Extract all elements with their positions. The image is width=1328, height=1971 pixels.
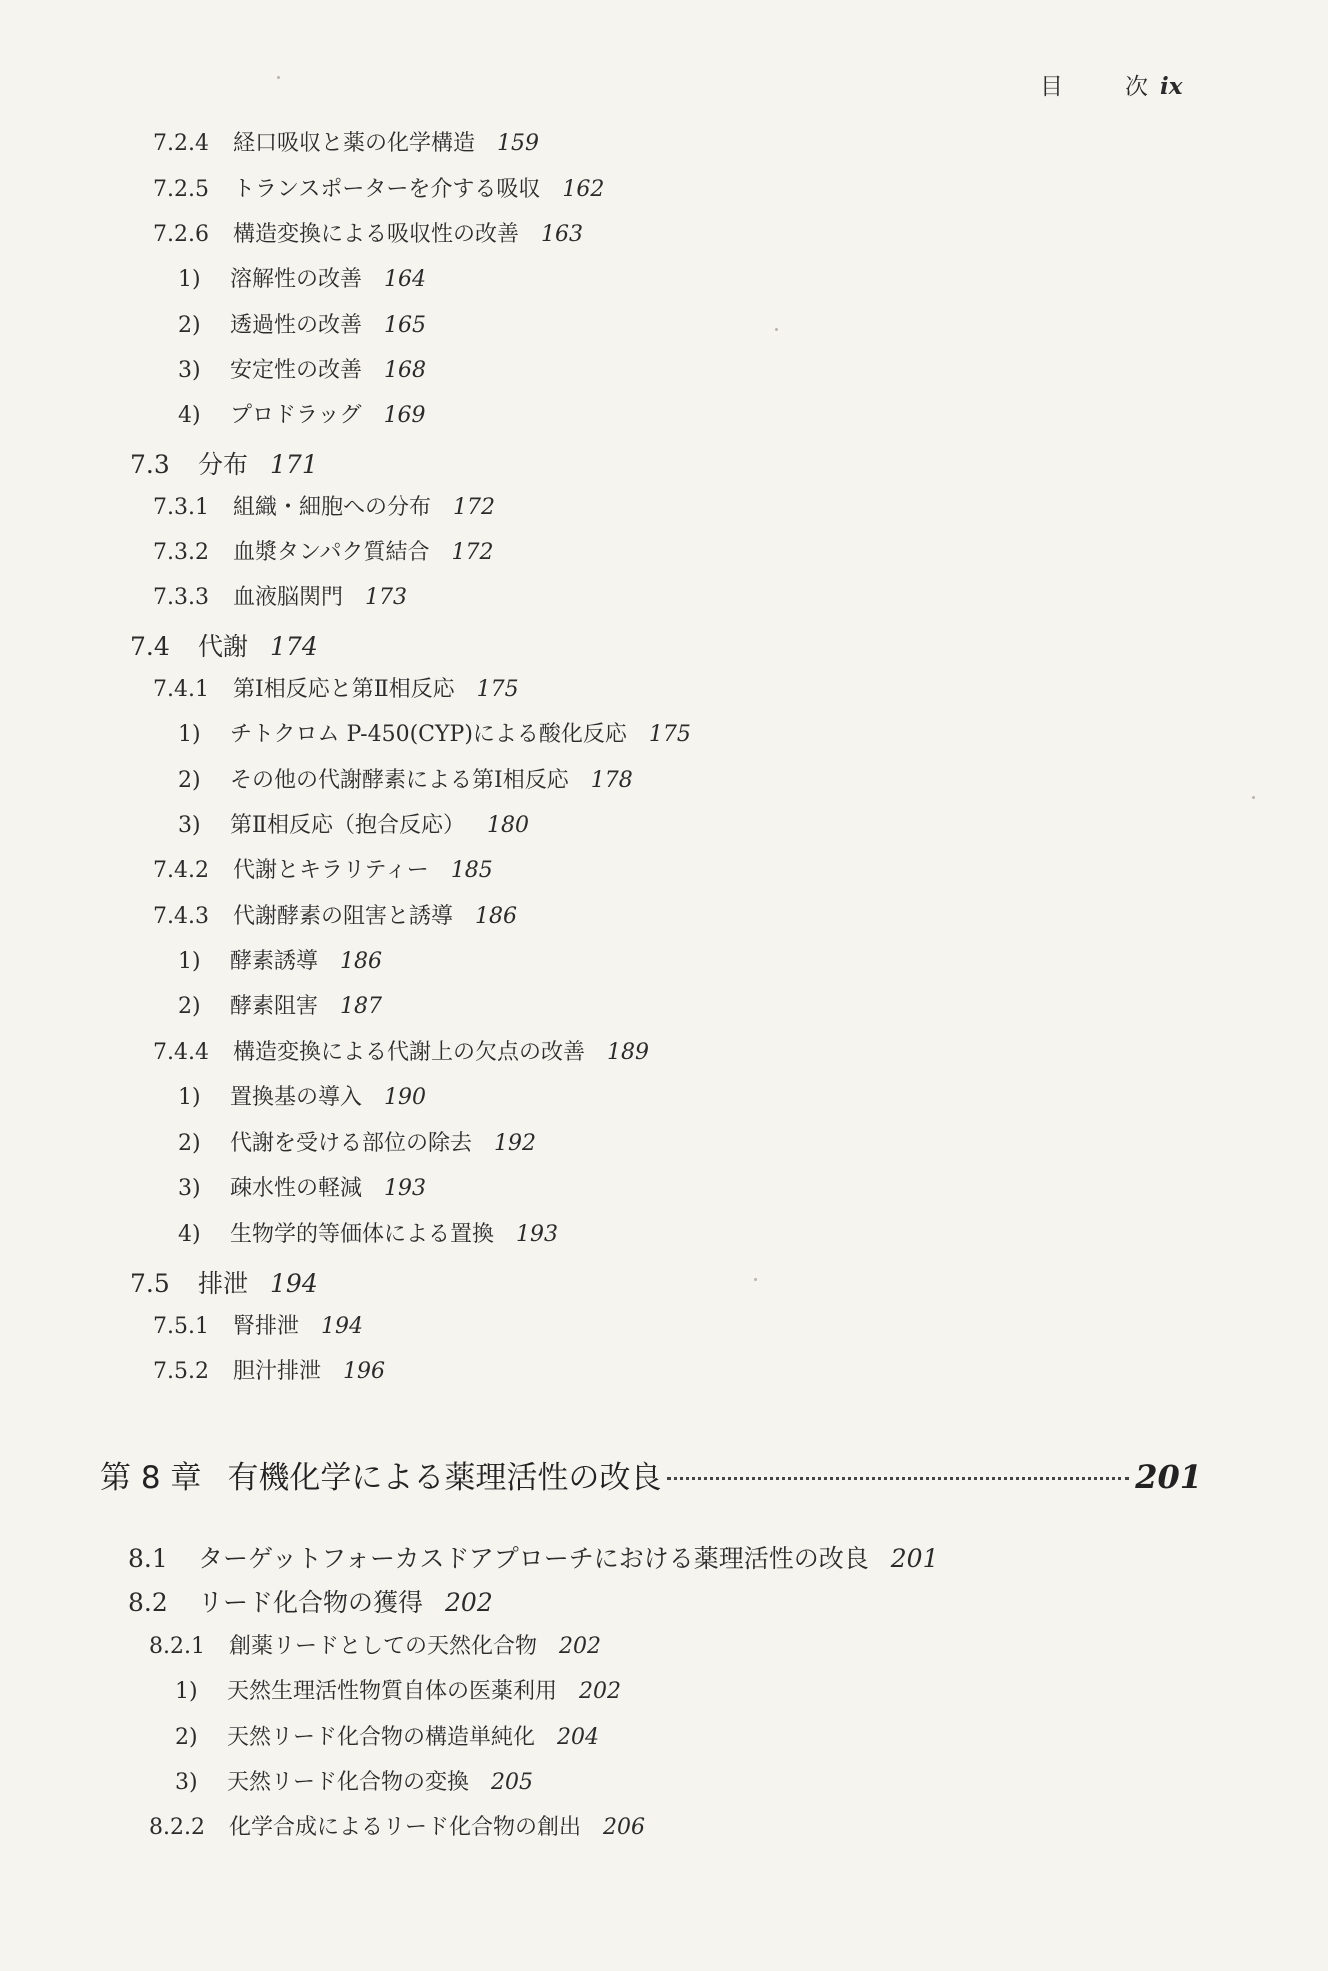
- entry-title: 生物学的等価体による置換: [230, 1222, 495, 1247]
- entry-title: トランスポーターを介する吸収: [233, 177, 541, 202]
- section-page: 202: [445, 1588, 493, 1617]
- entry-title: 疎水性の軽減: [230, 1176, 363, 1201]
- entry-page: 180: [486, 813, 529, 838]
- toc-entry: [153, 679, 519, 701]
- entry-number: 4): [178, 403, 201, 428]
- entry-title: 第Ⅰ相反応と第Ⅱ相反応: [233, 677, 455, 702]
- entry-title: 溶解性の改善: [230, 267, 363, 292]
- entry-page: 168: [384, 358, 427, 383]
- entry-page: 186: [475, 904, 518, 929]
- toc-section: [130, 452, 318, 477]
- section-page: 174: [270, 632, 318, 661]
- entry-page: 202: [559, 1634, 602, 1659]
- entry-title: 天然リード化合物の構造単純化: [227, 1725, 536, 1750]
- entry-page: 173: [365, 585, 408, 610]
- entry-title: 代謝とキラリティー: [233, 858, 429, 883]
- entry-number: 7.3.3: [153, 585, 209, 610]
- entry-page: 194: [321, 1314, 364, 1339]
- entry-page: 172: [451, 540, 494, 565]
- toc-section: [128, 1590, 493, 1615]
- toc-entry: [178, 996, 382, 1018]
- entry-page: 204: [557, 1725, 600, 1750]
- entry-number: 7.4.2: [153, 858, 209, 883]
- entry-title: 天然生理活性物質自体の医薬利用: [227, 1679, 558, 1704]
- entry-page: 175: [648, 722, 691, 747]
- toc-entry: [153, 860, 493, 882]
- entry-title: 酵素誘導: [230, 949, 319, 974]
- scan-speck: [775, 328, 778, 331]
- toc-entry: [178, 1133, 536, 1155]
- entry-page: 159: [497, 131, 540, 156]
- entry-page: 189: [607, 1040, 650, 1065]
- entry-number: 3): [175, 1770, 198, 1795]
- toc-entry: [153, 224, 583, 246]
- toc-entry: [178, 1178, 426, 1200]
- toc-entry: [178, 360, 426, 382]
- entry-number: 7.5.2: [153, 1359, 209, 1384]
- entry-number: 3): [178, 813, 201, 838]
- entry-number: 1): [178, 1085, 201, 1110]
- entry-number: 7.4.4: [153, 1040, 209, 1065]
- entry-page: 202: [579, 1679, 622, 1704]
- entry-title: 安定性の改善: [230, 358, 363, 383]
- entry-number: 2): [178, 1131, 201, 1156]
- entry-number: 8.2.1: [149, 1634, 205, 1659]
- section-page: 194: [270, 1269, 318, 1298]
- entry-number: 4): [178, 1222, 201, 1247]
- entry-page: 162: [562, 177, 605, 202]
- toc-entry: [153, 906, 517, 928]
- toc-section: [128, 1546, 938, 1571]
- entry-title: 代謝を受ける部位の除去: [230, 1131, 473, 1156]
- entry-title: 組織・細胞への分布: [233, 495, 432, 520]
- entry-page: 185: [450, 858, 493, 883]
- chapter-title: 有機化学による薬理活性の改良: [227, 1460, 662, 1496]
- entry-title: 構造変換による代謝上の欠点の改善: [233, 1040, 586, 1065]
- toc-entry: [153, 542, 493, 564]
- entry-title: 透過性の改善: [230, 313, 363, 338]
- toc-entry: [178, 724, 691, 746]
- toc-entry: [178, 1087, 426, 1109]
- entry-page: 205: [491, 1770, 534, 1795]
- section-number: 8.1: [128, 1544, 168, 1573]
- entry-page: 164: [384, 267, 427, 292]
- toc-entry: [153, 179, 604, 201]
- dot-leader: [667, 1477, 1129, 1480]
- entry-number: 3): [178, 1176, 201, 1201]
- section-title: リード化合物の獲得: [198, 1588, 424, 1617]
- entry-page: 192: [494, 1131, 537, 1156]
- entry-title: 構造変換による吸収性の改善: [233, 222, 520, 247]
- toc-entry: [153, 133, 539, 155]
- entry-number: 1): [178, 949, 201, 974]
- section-title: 排泄: [198, 1269, 249, 1298]
- section-number: 7.3: [130, 450, 170, 479]
- toc-entry: [178, 815, 529, 837]
- section-number: 8.2: [128, 1588, 168, 1617]
- toc-entry: [178, 770, 633, 792]
- chapter-label: 第 8 章: [100, 1460, 202, 1496]
- entry-page: 172: [453, 495, 496, 520]
- toc-section: [130, 634, 318, 659]
- toc-entry: [178, 951, 382, 973]
- entry-number: 2): [178, 994, 201, 1019]
- toc-entry: [178, 269, 426, 291]
- entry-title: 置換基の導入: [230, 1085, 363, 1110]
- section-title: ターゲットフォーカスドアプローチにおける薬理活性の改良: [198, 1544, 869, 1573]
- running-header-title: 目: [1040, 74, 1063, 100]
- entry-number: 7.3.2: [153, 540, 209, 565]
- entry-title: チトクロム P-450(CYP)による酸化反応: [230, 722, 627, 747]
- entry-title: 天然リード化合物の変換: [227, 1770, 470, 1795]
- toc-entry: [178, 1224, 558, 1246]
- entry-title: 創薬リードとしての天然化合物: [229, 1634, 538, 1659]
- toc-entry: [175, 1772, 533, 1794]
- entry-title: 酵素阻害: [230, 994, 319, 1019]
- entry-number: 7.2.4: [153, 131, 209, 156]
- toc-entry: [149, 1817, 645, 1839]
- entry-page: 206: [603, 1815, 646, 1840]
- entry-number: 7.4.3: [153, 904, 209, 929]
- entry-title: 経口吸収と薬の化学構造: [233, 131, 476, 156]
- running-header: [1040, 68, 1182, 101]
- entry-title: 血液脳関門: [233, 585, 344, 610]
- scan-speck: [754, 1278, 757, 1281]
- section-page: 171: [270, 450, 318, 479]
- entry-number: 8.2.2: [149, 1815, 205, 1840]
- entry-title: 代謝酵素の阻害と誘導: [233, 904, 454, 929]
- entry-number: 7.5.1: [153, 1314, 209, 1339]
- entry-number: 2): [178, 313, 201, 338]
- entry-page: 190: [384, 1085, 427, 1110]
- running-header-title-2: 次: [1125, 74, 1148, 100]
- entry-title: 血漿タンパク質結合: [233, 540, 430, 565]
- entry-number: 1): [178, 267, 201, 292]
- entry-number: 1): [178, 722, 201, 747]
- entry-page: 175: [476, 677, 519, 702]
- section-number: 7.5: [130, 1269, 170, 1298]
- section-title: 分布: [198, 450, 249, 479]
- toc-entry: [153, 1042, 649, 1064]
- entry-title: 第Ⅱ相反応（抱合反応）: [230, 813, 465, 838]
- toc-entry: [153, 587, 407, 609]
- toc-entry: [175, 1681, 621, 1703]
- scan-speck: [1252, 796, 1255, 799]
- entry-page: 169: [383, 403, 426, 428]
- chapter-page: 201: [1135, 1458, 1202, 1496]
- section-number: 7.4: [130, 632, 170, 661]
- entry-page: 186: [340, 949, 383, 974]
- toc-section: [130, 1271, 318, 1296]
- toc-entry: [178, 405, 426, 427]
- toc-entry: [153, 1361, 385, 1383]
- toc-entry: [149, 1636, 601, 1658]
- entry-number: 3): [178, 358, 201, 383]
- toc-entry: [178, 315, 426, 337]
- entry-page: 193: [384, 1176, 427, 1201]
- entry-number: 7.3.1: [153, 495, 209, 520]
- entry-number: 1): [175, 1679, 198, 1704]
- scan-speck: [277, 76, 280, 79]
- entry-page: 178: [590, 768, 633, 793]
- entry-number: 7.2.6: [153, 222, 209, 247]
- chapter-heading: [100, 1452, 1202, 1497]
- toc-entry: [153, 497, 495, 519]
- toc-entry: [153, 1316, 363, 1338]
- entry-page: 163: [541, 222, 584, 247]
- section-title: 代謝: [198, 632, 249, 661]
- section-page: 201: [890, 1544, 939, 1573]
- toc-entry: [175, 1727, 599, 1749]
- entry-title: 化学合成によるリード化合物の創出: [229, 1815, 582, 1840]
- entry-number: 7.2.5: [153, 177, 209, 202]
- entry-number: 7.4.1: [153, 677, 209, 702]
- entry-title: 腎排泄: [233, 1314, 300, 1339]
- entry-number: 2): [178, 768, 201, 793]
- entry-page: 193: [516, 1222, 559, 1247]
- entry-number: 2): [175, 1725, 198, 1750]
- entry-page: 187: [340, 994, 383, 1019]
- entry-title: その他の代謝酵素による第Ⅰ相反応: [230, 768, 569, 793]
- entry-title: 胆汁排泄: [233, 1359, 322, 1384]
- entry-title: プロドラッグ: [230, 403, 362, 428]
- entry-page: 165: [384, 313, 427, 338]
- entry-page: 196: [343, 1359, 386, 1384]
- page-number: ix: [1160, 73, 1183, 100]
